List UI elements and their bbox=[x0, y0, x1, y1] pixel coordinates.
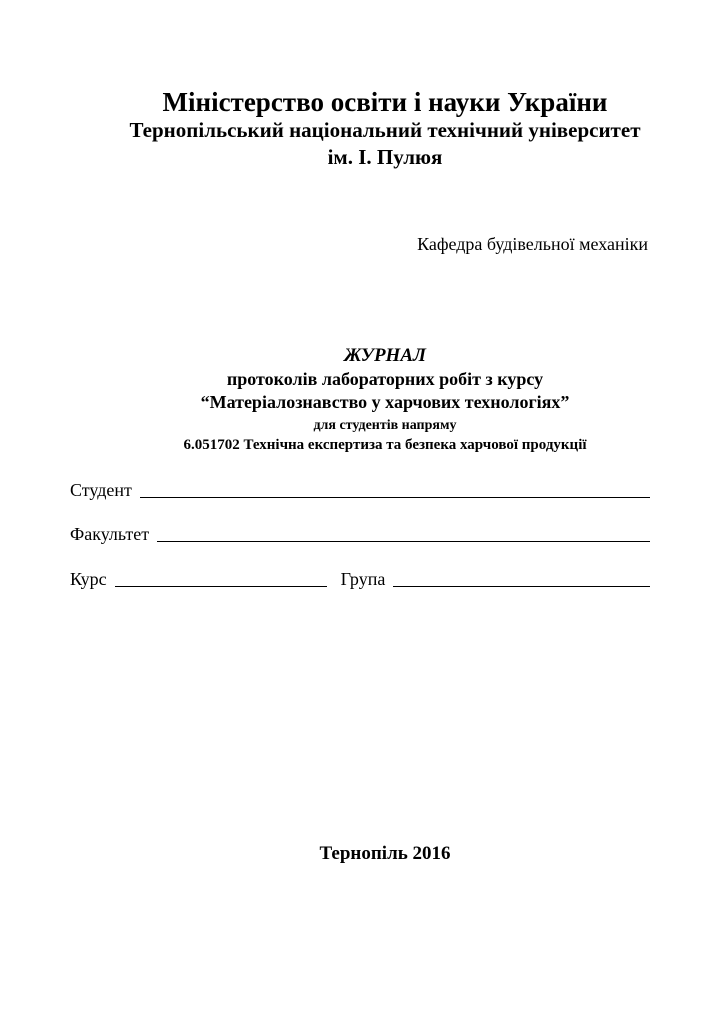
student-label: Студент bbox=[70, 480, 132, 500]
course-group-field-row bbox=[70, 564, 650, 590]
specialty-line: 6.051702 Технічна експертиза та безпека харчової продукції bbox=[183, 437, 587, 453]
course-name: “Матеріалознавство у харчових технологіях” bbox=[200, 392, 570, 412]
group-blank-line[interactable] bbox=[393, 568, 650, 587]
journal-subtitle: протоколів лабораторних робіт з курсу bbox=[226, 369, 544, 389]
ministry-heading: Міністерство освіти і науки України bbox=[162, 87, 608, 117]
group-label: Група bbox=[340, 569, 386, 589]
faculty-label: Факультет bbox=[70, 524, 150, 544]
journal-title: ЖУРНАЛ bbox=[343, 345, 427, 366]
university-heading: Тернопільський національний технічний університет bbox=[129, 118, 641, 142]
faculty-blank-line[interactable] bbox=[157, 523, 650, 542]
course-blank-line[interactable] bbox=[115, 568, 327, 587]
city-year: Тернопіль 2016 bbox=[319, 843, 451, 864]
student-blank-line[interactable] bbox=[140, 479, 650, 498]
student-field-row bbox=[70, 475, 650, 501]
university-name: ім. І. Пулюя bbox=[327, 145, 443, 169]
course-label: Курс bbox=[70, 569, 107, 589]
department-name: Кафедра будівельної механіки bbox=[417, 234, 648, 254]
audience-line: для студентів напряму bbox=[313, 418, 457, 433]
faculty-field-row bbox=[70, 519, 650, 545]
